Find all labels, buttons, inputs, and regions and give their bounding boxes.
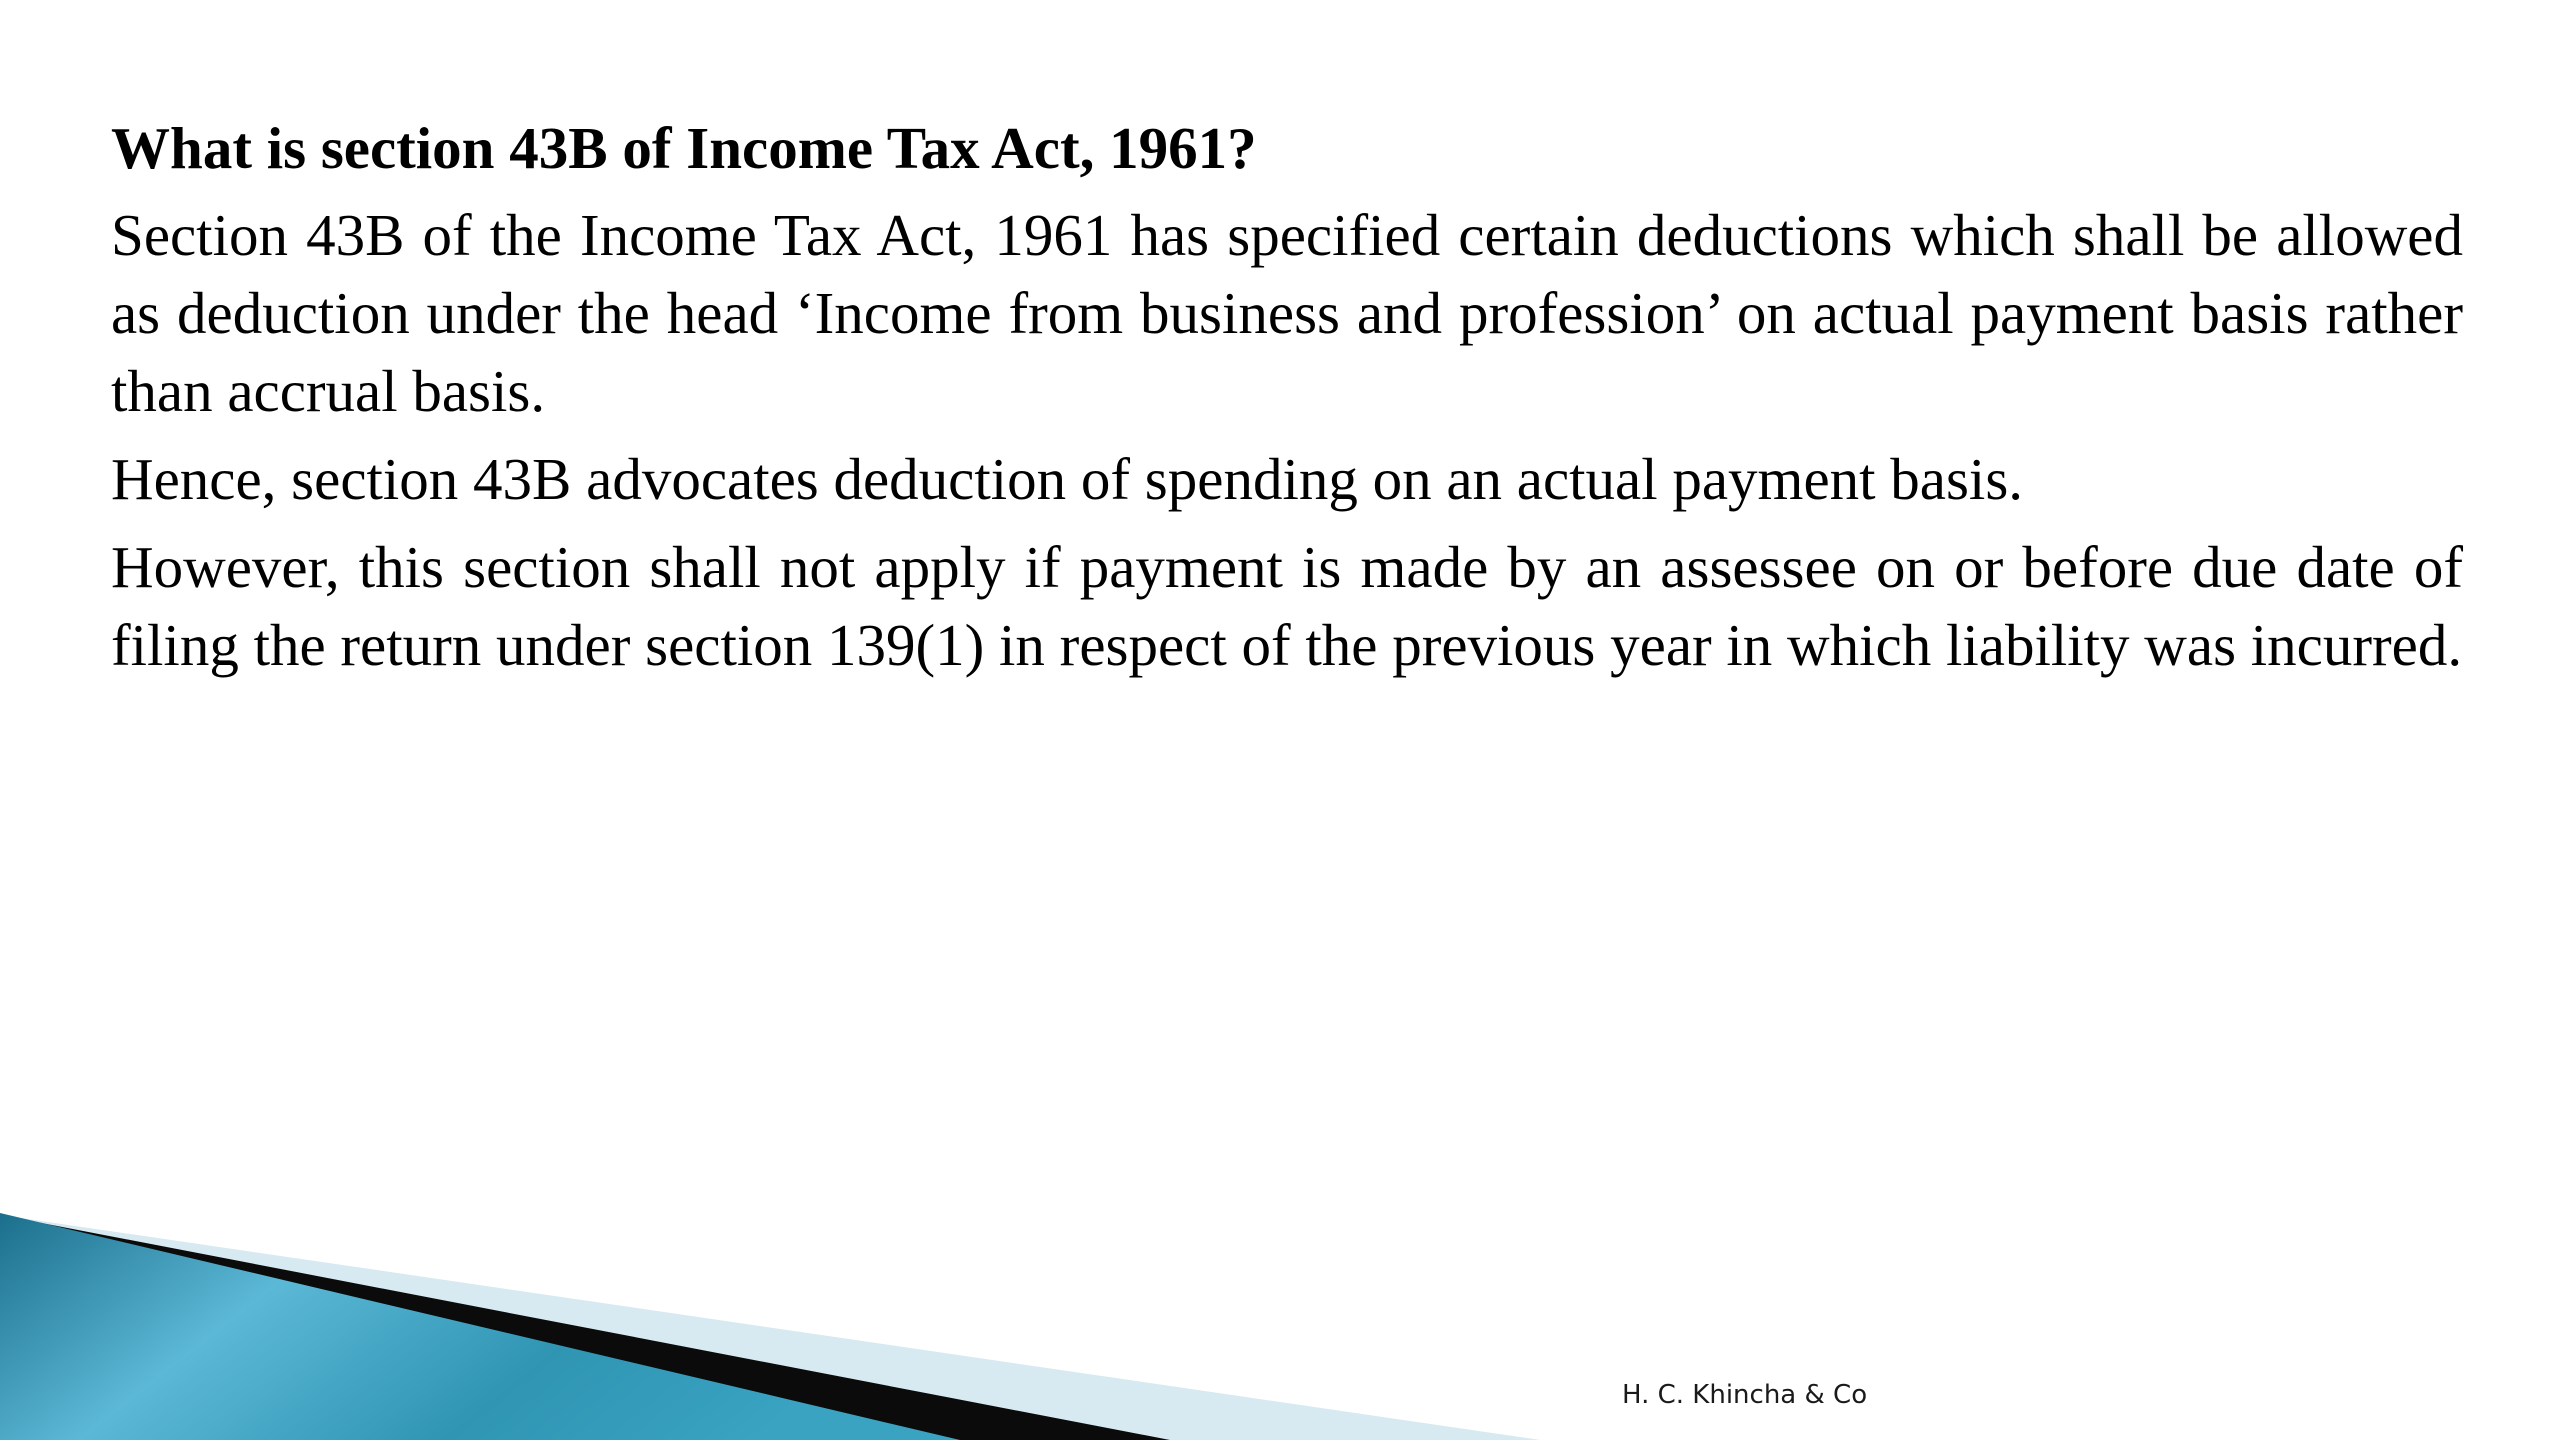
paragraph-definition: Section 43B of the Income Tax Act, 1961 has specified certain deductions which shall be allowed as deduction under the head ‘Income from business and profession’ on actual payment basis rather than accrual basis. — [111, 202, 2463, 424]
footer-dark-stripe — [0, 1215, 1170, 1440]
paragraph-exception: However, this section shall not apply if payment is made by an assessee on or before due date of filing the return under section 139(1) in respect of the previous year in which liability was incurred. — [111, 534, 2463, 678]
paragraph-summary: Hence, section 43B advocates deduction of spending on an actual payment basis. — [111, 446, 2024, 512]
footer-firm-name: H. C. Khincha & Co — [1622, 1380, 1868, 1410]
footer-light-band — [0, 1215, 1540, 1440]
slide-title: What is section 43B of Income Tax Act, 1961? — [111, 115, 1257, 181]
footer-teal-wedge — [0, 1213, 960, 1440]
slide-content — [111, 108, 2463, 694]
